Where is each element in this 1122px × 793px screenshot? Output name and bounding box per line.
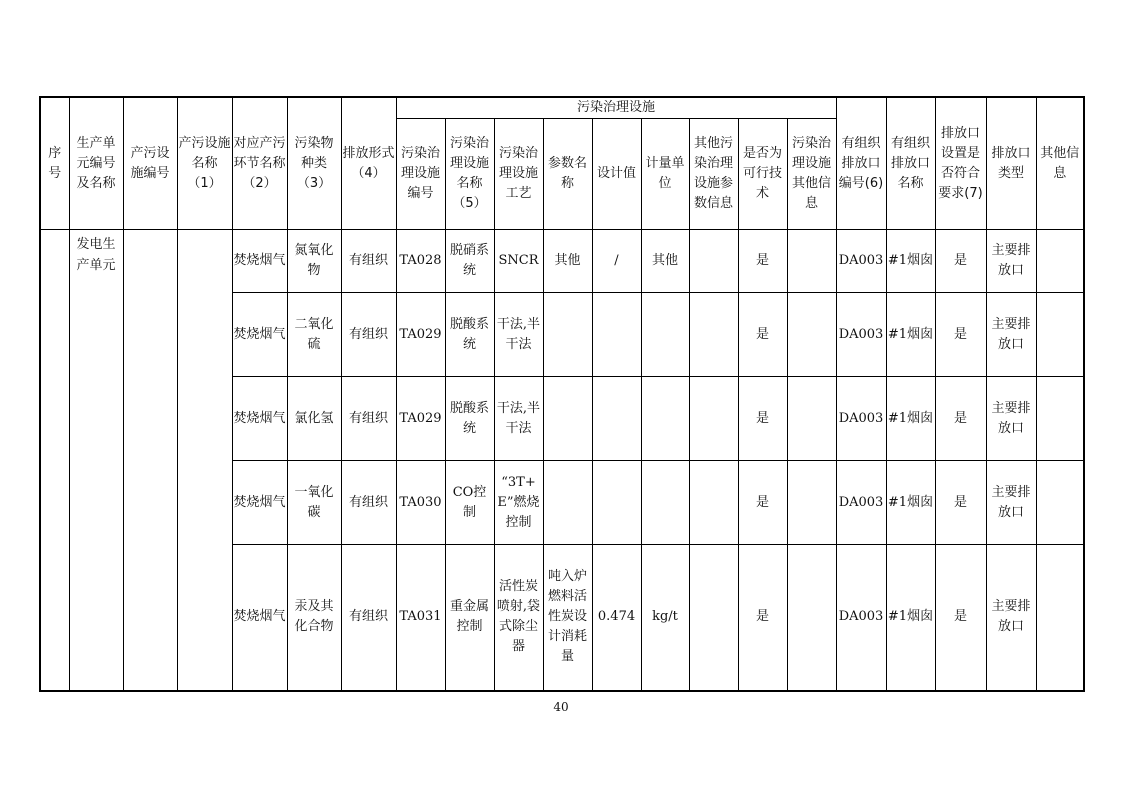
col-header-outlet-name: 有组织排放口名称 <box>886 97 935 230</box>
measure-unit-cell <box>641 293 689 377</box>
col-header-process: 污染治理设施工艺 <box>494 119 543 230</box>
feasible-cell: 是 <box>738 461 787 545</box>
col-header-other-param: 其他污染治理设施参数信息 <box>689 119 738 230</box>
process-cell: 干法,半干法 <box>494 293 543 377</box>
facility-no-cell: TA030 <box>396 461 445 545</box>
other-param-cell <box>689 293 738 377</box>
col-header-link-name: 对应产污环节名称（2） <box>232 97 287 230</box>
design-value-cell <box>592 461 641 545</box>
design-value-cell <box>592 377 641 461</box>
param-name-cell <box>543 377 592 461</box>
source-name-cell <box>177 230 232 691</box>
others-cell <box>1036 545 1084 691</box>
col-header-source-name: 产污设施名称（1） <box>177 97 232 230</box>
feasible-cell: 是 <box>738 377 787 461</box>
emission-form-cell: 有组织 <box>341 293 396 377</box>
col-header-facility-name: 污染治理设施名称（5） <box>445 119 494 230</box>
seq-cell <box>40 230 69 691</box>
facility-no-cell: TA028 <box>396 230 445 293</box>
facility-other-cell <box>787 461 836 545</box>
col-header-unit: 生产单元编号及名称 <box>69 97 123 230</box>
design-value-cell: / <box>592 230 641 293</box>
outlet-no-cell: DA003 <box>836 377 886 461</box>
pollutant-cell: 汞及其化合物 <box>287 545 341 691</box>
emission-form-cell: 有组织 <box>341 545 396 691</box>
compliant-cell: 是 <box>935 293 986 377</box>
process-cell: “3T+E”燃烧控制 <box>494 461 543 545</box>
param-name-cell <box>543 293 592 377</box>
pollutant-cell: 氮氧化物 <box>287 230 341 293</box>
facility-other-cell <box>787 293 836 377</box>
group-header-facility: 污染治理设施 <box>396 97 836 119</box>
unit-cell: 发电生产单元 <box>69 230 123 691</box>
page-number: 40 <box>553 700 569 714</box>
compliant-cell: 是 <box>935 461 986 545</box>
pollutant-cell: 一氧化碳 <box>287 461 341 545</box>
design-value-cell: 0.474 <box>592 545 641 691</box>
outlet-type-cell: 主要排放口 <box>986 230 1036 293</box>
table-header <box>40 97 1084 230</box>
col-header-measure-unit: 计量单位 <box>641 119 689 230</box>
other-param-cell <box>689 545 738 691</box>
others-cell <box>1036 293 1084 377</box>
link-name-cell: 焚烧烟气 <box>232 545 287 691</box>
col-header-others: 其他信息 <box>1036 97 1084 230</box>
emission-form-cell: 有组织 <box>341 230 396 293</box>
outlet-name-cell: #1烟囱 <box>886 545 935 691</box>
facility-name-cell: 脱酸系统 <box>445 293 494 377</box>
feasible-cell: 是 <box>738 545 787 691</box>
facility-name-cell: CO控制 <box>445 461 494 545</box>
pollution-control-facility-table <box>39 96 1085 692</box>
col-header-compliant: 排放口设置是否符合要求(7) <box>935 97 986 230</box>
outlet-type-cell: 主要排放口 <box>986 545 1036 691</box>
compliant-cell: 是 <box>935 545 986 691</box>
col-header-feasible: 是否为可行技术 <box>738 119 787 230</box>
compliant-cell: 是 <box>935 377 986 461</box>
col-header-pollutant: 污染物种类（3） <box>287 97 341 230</box>
link-name-cell: 焚烧烟气 <box>232 461 287 545</box>
param-name-cell: 其他 <box>543 230 592 293</box>
feasible-cell: 是 <box>738 293 787 377</box>
param-name-cell: 吨入炉燃料活性炭设计消耗量 <box>543 545 592 691</box>
table-row <box>40 230 1084 293</box>
outlet-no-cell: DA003 <box>836 230 886 293</box>
other-param-cell <box>689 461 738 545</box>
col-header-design-value: 设计值 <box>592 119 641 230</box>
measure-unit-cell: 其他 <box>641 230 689 293</box>
col-header-seq: 序号 <box>40 97 69 230</box>
outlet-no-cell: DA003 <box>836 461 886 545</box>
design-value-cell <box>592 293 641 377</box>
outlet-name-cell: #1烟囱 <box>886 230 935 293</box>
col-header-outlet-type: 排放口类型 <box>986 97 1036 230</box>
emission-form-cell: 有组织 <box>341 461 396 545</box>
measure-unit-cell: kg/t <box>641 545 689 691</box>
facility-name-cell: 重金属控制 <box>445 545 494 691</box>
source-no-cell <box>123 230 177 691</box>
outlet-type-cell: 主要排放口 <box>986 461 1036 545</box>
facility-name-cell: 脱酸系统 <box>445 377 494 461</box>
facility-name-cell: 脱硝系统 <box>445 230 494 293</box>
col-header-emission-form: 排放形式（4） <box>341 97 396 230</box>
compliant-cell: 是 <box>935 230 986 293</box>
others-cell <box>1036 230 1084 293</box>
process-cell: 活性炭喷射,袋式除尘器 <box>494 545 543 691</box>
other-param-cell <box>689 230 738 293</box>
facility-no-cell: TA031 <box>396 545 445 691</box>
others-cell <box>1036 461 1084 545</box>
param-name-cell <box>543 461 592 545</box>
measure-unit-cell <box>641 461 689 545</box>
col-header-param-name: 参数名称 <box>543 119 592 230</box>
others-cell <box>1036 377 1084 461</box>
col-header-facility-other: 污染治理设施其他信息 <box>787 119 836 230</box>
outlet-no-cell: DA003 <box>836 545 886 691</box>
facility-no-cell: TA029 <box>396 377 445 461</box>
outlet-type-cell: 主要排放口 <box>986 293 1036 377</box>
outlet-no-cell: DA003 <box>836 293 886 377</box>
link-name-cell: 焚烧烟气 <box>232 293 287 377</box>
outlet-name-cell: #1烟囱 <box>886 461 935 545</box>
col-header-facility-no: 污染治理设施编号 <box>396 119 445 230</box>
link-name-cell: 焚烧烟气 <box>232 377 287 461</box>
feasible-cell: 是 <box>738 230 787 293</box>
facility-no-cell: TA029 <box>396 293 445 377</box>
emission-form-cell: 有组织 <box>341 377 396 461</box>
outlet-type-cell: 主要排放口 <box>986 377 1036 461</box>
measure-unit-cell <box>641 377 689 461</box>
other-param-cell <box>689 377 738 461</box>
outlet-name-cell: #1烟囱 <box>886 377 935 461</box>
process-cell: SNCR <box>494 230 543 293</box>
table-body <box>40 230 1084 691</box>
pollutant-cell: 二氧化硫 <box>287 293 341 377</box>
link-name-cell: 焚烧烟气 <box>232 230 287 293</box>
facility-other-cell <box>787 545 836 691</box>
pollutant-cell: 氯化氢 <box>287 377 341 461</box>
col-header-outlet-no: 有组织排放口编号(6) <box>836 97 886 230</box>
col-header-source-no: 产污设施编号 <box>123 97 177 230</box>
facility-other-cell <box>787 377 836 461</box>
process-cell: 干法,半干法 <box>494 377 543 461</box>
outlet-name-cell: #1烟囱 <box>886 293 935 377</box>
facility-other-cell <box>787 230 836 293</box>
